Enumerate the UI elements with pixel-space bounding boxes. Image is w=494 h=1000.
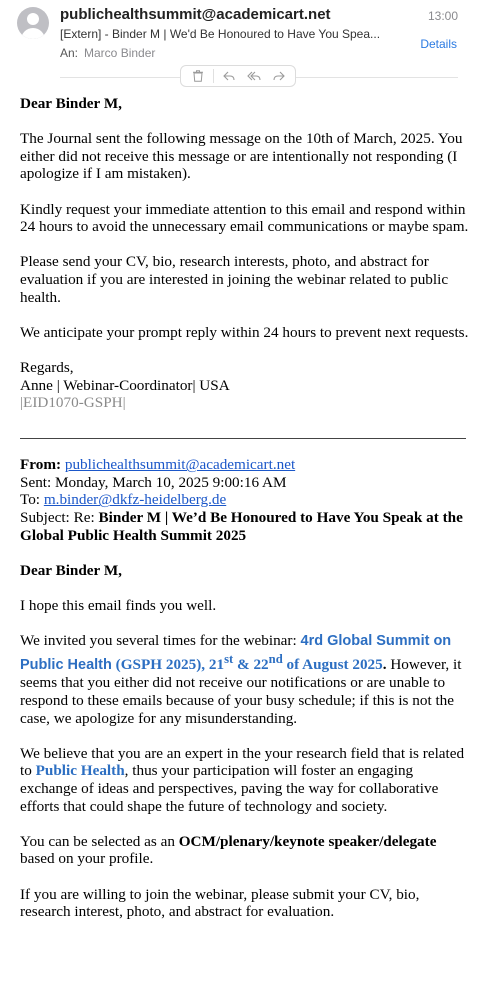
recipient-line (60, 46, 155, 60)
from-line (20, 456, 472, 474)
original-paragraph-2: We invited you several times for the webinar: 4rd Global Summit on Public Health (GSPH 2025), 21st & 22nd of August 2025. However, it seems that you either did not receive our notifications or are unable to respond to these emails because of your busy schedule; if this is not the case, we apologize for any misunderstanding. (20, 632, 462, 727)
details-button[interactable]: Details (420, 37, 457, 51)
reply-paragraph-3: Please send your CV, bio, research interests, photo, and abstract for evaluation if you are interested in joining the webinar related to public health. (20, 253, 449, 306)
regards: Regards, (20, 358, 74, 376)
sent-line: Sent: Monday, March 10, 2025 9:00:16 AM (20, 473, 287, 491)
reply-greeting: Dear Binder M, (20, 95, 122, 112)
original-paragraph-3: We believe that you are an expert in the your research field that is related to Public Health, thus your participation will foster an engaging exchange of ideas and perspectives, paving the way for collaborative efforts that could shape the future of technology and society. (20, 744, 465, 815)
eid-tag: |EID1070-GSPH| (20, 394, 126, 412)
to-label: An: (60, 46, 79, 60)
reply-paragraph-2: Kindly request your immediate attention to this email and respond within 24 hours to avoid the unnecessary email communications or maybe spam. (20, 200, 469, 236)
subject-line-orig: Subject: Re: Binder M | We’d Be Honoured to Have You Speak at the Global Public Health Summit 2025 (20, 509, 463, 544)
forward-icon[interactable] (269, 67, 289, 85)
reply-paragraph-1: The Journal sent the following message on the 10th of March, 2025. You either did not receive this message or are intentionally not responding (I apologize if I am mistaken). (20, 130, 463, 183)
original-paragraph-4: You can be selected as an OCM/plenary/keynote speaker/delegate based on your profile. (20, 832, 437, 868)
to-label-orig: To: (20, 491, 41, 509)
sender-address: publichealthsummit@academicart.net (60, 6, 331, 23)
quote-divider (20, 438, 466, 439)
sender-avatar (17, 7, 49, 39)
message-toolbar (180, 65, 296, 87)
reply-paragraph-4: We anticipate your prompt reply within 24 hours to prevent next requests. (20, 323, 469, 341)
original-greeting: Dear Binder M, (20, 561, 122, 579)
original-paragraph-5: If you are willing to join the webinar, please submit your CV, bio, research interest, photo, and abstract for evaluation. (20, 885, 420, 921)
received-time: 13:00 (427, 9, 458, 23)
reply-icon[interactable] (219, 67, 239, 85)
topic-highlight: Public Health (35, 762, 125, 780)
trash-icon[interactable] (188, 67, 208, 85)
summit-dates: (GSPH 2025), 21st & 22nd of August 2025 (115, 651, 383, 673)
original-paragraph-1: I hope this email finds you well. (20, 597, 217, 615)
from-label: From: (20, 456, 62, 474)
signature: Anne | Webinar-Coordinator| USA (20, 376, 230, 394)
from-email-link[interactable]: publichealthsummit@academicart.net (64, 456, 296, 474)
message-body (20, 95, 472, 921)
recipient-name: Marco Binder (84, 46, 156, 60)
subject-text: Binder M | We’d Be Honoured to Have You Speak at the Global Public Health Summit 2025 (20, 509, 463, 544)
summit-name: 4rd Global Summit on Public Health (20, 633, 452, 673)
role-highlight: OCM/plenary/keynote speaker/delegate (178, 832, 437, 850)
subject-line: [Extern] - Binder M | We'd Be Honoured to Have You Spea... (60, 27, 381, 41)
reply-all-icon[interactable] (244, 67, 264, 85)
to-email-link[interactable]: m.binder@dkfz-heidelberg.de (43, 491, 227, 509)
to-line (20, 491, 472, 509)
